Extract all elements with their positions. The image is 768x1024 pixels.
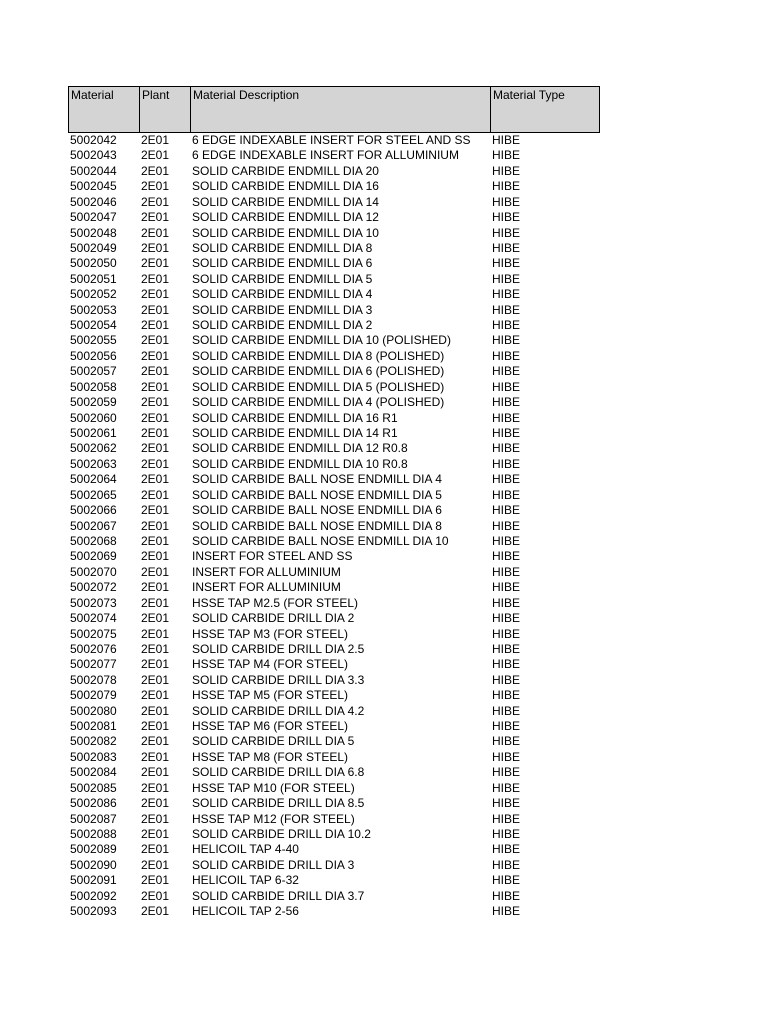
description-cell[interactable]: HSSE TAP M8 (FOR STEEL) xyxy=(192,749,349,764)
description-cell[interactable]: SOLID CARBIDE ENDMILL DIA 6 xyxy=(192,256,373,271)
description-cell[interactable]: HSSE TAP M3 (FOR STEEL) xyxy=(192,626,349,641)
plant-cell[interactable]: 2E01 xyxy=(141,318,170,333)
description-cell[interactable]: SOLID CARBIDE ENDMILL DIA 10 (POLISHED) xyxy=(192,333,451,348)
type-cell[interactable]: HIBE xyxy=(492,703,521,718)
description-cell[interactable]: SOLID CARBIDE ENDMILL DIA 10 xyxy=(192,225,379,240)
table-body xyxy=(68,133,600,920)
material-cell[interactable]: 5002074 xyxy=(70,611,117,626)
description-cell[interactable]: SOLID CARBIDE DRILL DIA 2 xyxy=(192,611,355,626)
table-header xyxy=(68,86,600,133)
plant-cell[interactable]: 2E01 xyxy=(141,287,170,302)
plant-cell[interactable]: 2E01 xyxy=(141,240,170,255)
type-cell[interactable]: HIBE xyxy=(492,595,521,610)
table-row[interactable] xyxy=(68,781,600,796)
description-cell[interactable]: HELICOIL TAP 2-56 xyxy=(192,904,299,919)
material-cell[interactable]: 5002042 xyxy=(70,133,117,147)
table-row[interactable] xyxy=(68,534,600,549)
plant-cell[interactable]: 2E01 xyxy=(141,348,170,363)
description-cell[interactable]: INSERT FOR STEEL AND SS xyxy=(192,549,353,564)
plant-cell[interactable]: 2E01 xyxy=(141,533,170,548)
description-cell[interactable]: SOLID CARBIDE ENDMILL DIA 16 xyxy=(192,179,379,194)
table-row[interactable] xyxy=(68,426,600,441)
table-row[interactable] xyxy=(68,380,600,395)
description-cell[interactable]: SOLID CARBIDE BALL NOSE ENDMILL DIA 8 xyxy=(192,518,442,533)
material-cell[interactable]: 5002052 xyxy=(70,287,117,302)
table-row[interactable] xyxy=(68,842,600,857)
table-row[interactable] xyxy=(68,364,600,379)
table-row[interactable] xyxy=(68,688,600,703)
table-row[interactable] xyxy=(68,657,600,672)
table-row[interactable] xyxy=(68,565,600,580)
plant-cell[interactable]: 2E01 xyxy=(141,518,170,533)
plant-cell[interactable]: 2E01 xyxy=(141,873,170,888)
type-cell[interactable]: HIBE xyxy=(492,749,521,764)
type-cell[interactable]: HIBE xyxy=(492,580,521,595)
plant-cell[interactable]: 2E01 xyxy=(141,133,170,147)
plant-cell[interactable]: 2E01 xyxy=(141,904,170,919)
material-cell[interactable]: 5002063 xyxy=(70,456,117,471)
type-cell[interactable]: HIBE xyxy=(492,503,521,518)
header-type[interactable]: Material Type xyxy=(493,88,565,102)
table-row[interactable] xyxy=(68,889,600,904)
material-cell[interactable]: 5002048 xyxy=(70,225,117,240)
table-row[interactable] xyxy=(68,441,600,456)
table-row[interactable] xyxy=(68,627,600,642)
description-cell[interactable]: SOLID CARBIDE DRILL DIA 6.8 xyxy=(192,765,365,780)
description-cell[interactable]: 6 EDGE INDEXABLE INSERT FOR STEEL AND SS xyxy=(192,133,471,147)
type-cell[interactable]: HIBE xyxy=(492,842,521,857)
type-cell[interactable]: HIBE xyxy=(492,333,521,348)
plant-cell[interactable]: 2E01 xyxy=(141,611,170,626)
table-row[interactable] xyxy=(68,611,600,626)
table-row[interactable] xyxy=(68,704,600,719)
material-cell[interactable]: 5002084 xyxy=(70,765,117,780)
plant-cell[interactable]: 2E01 xyxy=(141,688,170,703)
description-cell[interactable]: HSSE TAP M5 (FOR STEEL) xyxy=(192,688,349,703)
plant-cell[interactable]: 2E01 xyxy=(141,888,170,903)
description-cell[interactable]: SOLID CARBIDE ENDMILL DIA 4 (POLISHED) xyxy=(192,395,445,410)
type-cell[interactable]: HIBE xyxy=(492,240,521,255)
material-cell[interactable]: 5002091 xyxy=(70,873,117,888)
description-cell[interactable]: SOLID CARBIDE BALL NOSE ENDMILL DIA 4 xyxy=(192,472,442,487)
plant-cell[interactable]: 2E01 xyxy=(141,333,170,348)
plant-cell[interactable]: 2E01 xyxy=(141,225,170,240)
material-cell[interactable]: 5002046 xyxy=(70,194,117,209)
description-cell[interactable]: INSERT FOR ALLUMINIUM xyxy=(192,564,341,579)
plant-cell[interactable]: 2E01 xyxy=(141,472,170,487)
description-cell[interactable]: SOLID CARBIDE ENDMILL DIA 12 R0.8 xyxy=(192,441,408,456)
material-cell[interactable]: 5002043 xyxy=(70,148,117,163)
table-row[interactable] xyxy=(68,734,600,749)
description-cell[interactable]: HELICOIL TAP 4-40 xyxy=(192,842,299,857)
type-cell[interactable]: HIBE xyxy=(492,318,521,333)
type-cell[interactable]: HIBE xyxy=(492,410,521,425)
type-cell[interactable]: HIBE xyxy=(492,271,521,286)
type-cell[interactable]: HIBE xyxy=(492,719,521,734)
plant-cell[interactable]: 2E01 xyxy=(141,765,170,780)
plant-cell[interactable]: 2E01 xyxy=(141,441,170,456)
description-cell[interactable]: SOLID CARBIDE ENDMILL DIA 10 R0.8 xyxy=(192,456,408,471)
table-row[interactable] xyxy=(68,719,600,734)
header-description[interactable]: Material Description xyxy=(191,87,491,132)
material-cell[interactable]: 5002088 xyxy=(70,826,117,841)
plant-cell[interactable]: 2E01 xyxy=(141,210,170,225)
plant-cell[interactable]: 2E01 xyxy=(141,796,170,811)
description-cell[interactable]: SOLID CARBIDE ENDMILL DIA 5 xyxy=(192,271,373,286)
description-cell[interactable]: SOLID CARBIDE ENDMILL DIA 6 (POLISHED) xyxy=(192,364,445,379)
material-cell[interactable]: 5002065 xyxy=(70,487,117,502)
table-row[interactable] xyxy=(68,503,600,518)
material-cell[interactable]: 5002079 xyxy=(70,688,117,703)
material-cell[interactable]: 5002059 xyxy=(70,395,117,410)
table-row[interactable] xyxy=(68,411,600,426)
material-cell[interactable]: 5002045 xyxy=(70,179,117,194)
material-cell[interactable]: 5002062 xyxy=(70,441,117,456)
table-row[interactable] xyxy=(68,796,600,811)
material-cell[interactable]: 5002057 xyxy=(70,364,117,379)
type-cell[interactable]: HIBE xyxy=(492,564,521,579)
material-cell[interactable]: 5002085 xyxy=(70,780,117,795)
table-row[interactable] xyxy=(68,287,600,302)
plant-cell[interactable]: 2E01 xyxy=(141,580,170,595)
material-cell[interactable]: 5002086 xyxy=(70,796,117,811)
material-cell[interactable]: 5002077 xyxy=(70,657,117,672)
material-cell[interactable]: 5002066 xyxy=(70,503,117,518)
plant-cell[interactable]: 2E01 xyxy=(141,626,170,641)
table-row[interactable] xyxy=(68,148,600,163)
header-material[interactable]: Material xyxy=(69,87,140,132)
material-cell[interactable]: 5002051 xyxy=(70,271,117,286)
type-cell[interactable]: HIBE xyxy=(492,549,521,564)
plant-cell[interactable]: 2E01 xyxy=(141,179,170,194)
plant-cell[interactable]: 2E01 xyxy=(141,302,170,317)
plant-cell[interactable]: 2E01 xyxy=(141,857,170,872)
type-cell[interactable]: HIBE xyxy=(492,780,521,795)
description-cell[interactable]: SOLID CARBIDE DRILL DIA 3 xyxy=(192,857,355,872)
material-cell[interactable]: 5002064 xyxy=(70,472,117,487)
material-cell[interactable]: 5002061 xyxy=(70,426,117,441)
table-row[interactable] xyxy=(68,195,600,210)
plant-cell[interactable]: 2E01 xyxy=(141,271,170,286)
description-cell[interactable]: SOLID CARBIDE DRILL DIA 2.5 xyxy=(192,641,365,656)
table-row[interactable] xyxy=(68,133,600,148)
type-cell[interactable]: HIBE xyxy=(492,426,521,441)
table-row[interactable] xyxy=(68,333,600,348)
table-row[interactable] xyxy=(68,241,600,256)
material-cell[interactable]: 5002053 xyxy=(70,302,117,317)
plant-cell[interactable]: 2E01 xyxy=(141,734,170,749)
material-cell[interactable]: 5002087 xyxy=(70,811,117,826)
plant-cell[interactable]: 2E01 xyxy=(141,842,170,857)
table-row[interactable] xyxy=(68,580,600,595)
plant-cell[interactable]: 2E01 xyxy=(141,148,170,163)
type-cell[interactable]: HIBE xyxy=(492,626,521,641)
type-cell[interactable]: HIBE xyxy=(492,472,521,487)
type-cell[interactable]: HIBE xyxy=(492,364,521,379)
table-row[interactable] xyxy=(68,210,600,225)
table-row[interactable] xyxy=(68,549,600,564)
description-cell[interactable]: SOLID CARBIDE ENDMILL DIA 3 xyxy=(192,302,373,317)
type-cell[interactable]: HIBE xyxy=(492,796,521,811)
plant-cell[interactable]: 2E01 xyxy=(141,703,170,718)
table-row[interactable] xyxy=(68,765,600,780)
material-cell[interactable]: 5002090 xyxy=(70,857,117,872)
description-cell[interactable]: HELICOIL TAP 6-32 xyxy=(192,873,299,888)
type-cell[interactable]: HIBE xyxy=(492,518,521,533)
table-row[interactable] xyxy=(68,812,600,827)
type-cell[interactable]: HIBE xyxy=(492,826,521,841)
description-cell[interactable]: SOLID CARBIDE ENDMILL DIA 4 xyxy=(192,287,373,302)
description-cell[interactable]: SOLID CARBIDE DRILL DIA 8.5 xyxy=(192,796,365,811)
plant-cell[interactable]: 2E01 xyxy=(141,549,170,564)
table-row[interactable] xyxy=(68,827,600,842)
table-row[interactable] xyxy=(68,472,600,487)
material-cell[interactable]: 5002047 xyxy=(70,210,117,225)
table-row[interactable] xyxy=(68,858,600,873)
table-row[interactable] xyxy=(68,673,600,688)
description-cell[interactable]: HSSE TAP M10 (FOR STEEL) xyxy=(192,780,355,795)
table-row[interactable] xyxy=(68,873,600,888)
table-row[interactable] xyxy=(68,750,600,765)
type-cell[interactable]: HIBE xyxy=(492,672,521,687)
type-cell[interactable]: HIBE xyxy=(492,379,521,394)
description-cell[interactable]: 6 EDGE INDEXABLE INSERT FOR ALLUMINIUM xyxy=(192,148,459,163)
type-cell[interactable]: HIBE xyxy=(492,133,521,147)
type-cell[interactable]: HIBE xyxy=(492,302,521,317)
plant-cell[interactable]: 2E01 xyxy=(141,379,170,394)
plant-cell[interactable]: 2E01 xyxy=(141,719,170,734)
plant-cell[interactable]: 2E01 xyxy=(141,564,170,579)
table-row[interactable] xyxy=(68,272,600,287)
type-cell[interactable]: HIBE xyxy=(492,533,521,548)
header-plant[interactable]: Plant xyxy=(140,87,191,132)
material-cell[interactable]: 5002054 xyxy=(70,318,117,333)
type-cell[interactable]: HIBE xyxy=(492,348,521,363)
plant-cell[interactable]: 2E01 xyxy=(141,487,170,502)
plant-cell[interactable]: 2E01 xyxy=(141,780,170,795)
plant-cell[interactable]: 2E01 xyxy=(141,410,170,425)
material-cell[interactable]: 5002050 xyxy=(70,256,117,271)
material-cell[interactable]: 5002083 xyxy=(70,749,117,764)
type-cell[interactable]: HIBE xyxy=(492,395,521,410)
table-row[interactable] xyxy=(68,642,600,657)
table-row[interactable] xyxy=(68,226,600,241)
plant-cell[interactable]: 2E01 xyxy=(141,456,170,471)
table-row[interactable] xyxy=(68,256,600,271)
type-cell[interactable]: HIBE xyxy=(492,734,521,749)
table-row[interactable] xyxy=(68,519,600,534)
type-cell[interactable]: HIBE xyxy=(492,441,521,456)
table-row[interactable] xyxy=(68,904,600,919)
type-cell[interactable]: HIBE xyxy=(492,811,521,826)
description-cell[interactable]: SOLID CARBIDE ENDMILL DIA 5 (POLISHED) xyxy=(192,379,445,394)
plant-cell[interactable]: 2E01 xyxy=(141,595,170,610)
description-cell[interactable]: SOLID CARBIDE ENDMILL DIA 8 (POLISHED) xyxy=(192,348,445,363)
type-cell[interactable]: HIBE xyxy=(492,857,521,872)
description-cell[interactable]: SOLID CARBIDE ENDMILL DIA 16 R1 xyxy=(192,410,398,425)
type-cell[interactable]: HIBE xyxy=(492,179,521,194)
description-cell[interactable]: SOLID CARBIDE ENDMILL DIA 12 xyxy=(192,210,379,225)
plant-cell[interactable]: 2E01 xyxy=(141,641,170,656)
type-cell[interactable]: HIBE xyxy=(492,225,521,240)
type-cell[interactable]: HIBE xyxy=(492,256,521,271)
material-cell[interactable]: 5002080 xyxy=(70,703,117,718)
type-cell[interactable]: HIBE xyxy=(492,657,521,672)
description-cell[interactable]: HSSE TAP M4 (FOR STEEL) xyxy=(192,657,349,672)
type-cell[interactable]: HIBE xyxy=(492,904,521,919)
type-cell[interactable]: HIBE xyxy=(492,210,521,225)
type-cell[interactable]: HIBE xyxy=(492,873,521,888)
material-cell[interactable]: 5002089 xyxy=(70,842,117,857)
type-cell[interactable]: HIBE xyxy=(492,888,521,903)
type-cell[interactable]: HIBE xyxy=(492,163,521,178)
plant-cell[interactable]: 2E01 xyxy=(141,426,170,441)
description-cell[interactable]: HSSE TAP M12 (FOR STEEL) xyxy=(192,811,355,826)
material-cell[interactable]: 5002068 xyxy=(70,533,117,548)
table-row[interactable] xyxy=(68,164,600,179)
description-cell[interactable]: SOLID CARBIDE BALL NOSE ENDMILL DIA 10 xyxy=(192,533,449,548)
material-cell[interactable]: 5002055 xyxy=(70,333,117,348)
description-cell[interactable]: SOLID CARBIDE BALL NOSE ENDMILL DIA 6 xyxy=(192,503,442,518)
table-row[interactable] xyxy=(68,457,600,472)
table-row[interactable] xyxy=(68,596,600,611)
plant-cell[interactable]: 2E01 xyxy=(141,672,170,687)
material-cell[interactable]: 5002058 xyxy=(70,379,117,394)
table-row[interactable] xyxy=(68,349,600,364)
description-cell[interactable]: SOLID CARBIDE ENDMILL DIA 8 xyxy=(192,240,373,255)
description-cell[interactable]: SOLID CARBIDE ENDMILL DIA 2 xyxy=(192,318,373,333)
material-cell[interactable]: 5002093 xyxy=(70,904,117,919)
material-cell[interactable]: 5002070 xyxy=(70,564,117,579)
description-cell[interactable]: HSSE TAP M6 (FOR STEEL) xyxy=(192,719,349,734)
description-cell[interactable]: SOLID CARBIDE BALL NOSE ENDMILL DIA 5 xyxy=(192,487,442,502)
material-cell[interactable]: 5002082 xyxy=(70,734,117,749)
description-cell[interactable]: SOLID CARBIDE DRILL DIA 3.3 xyxy=(192,672,365,687)
description-cell[interactable]: HSSE TAP M2.5 (FOR STEEL) xyxy=(192,595,359,610)
table-row[interactable] xyxy=(68,179,600,194)
description-cell[interactable]: SOLID CARBIDE DRILL DIA 3.7 xyxy=(192,888,365,903)
material-cell[interactable]: 5002073 xyxy=(70,595,117,610)
material-cell[interactable]: 5002056 xyxy=(70,348,117,363)
material-cell[interactable]: 5002044 xyxy=(70,163,117,178)
material-cell[interactable]: 5002060 xyxy=(70,410,117,425)
type-cell[interactable]: HIBE xyxy=(492,148,521,163)
type-cell[interactable]: HIBE xyxy=(492,487,521,502)
material-cell[interactable]: 5002075 xyxy=(70,626,117,641)
material-cell[interactable]: 5002069 xyxy=(70,549,117,564)
type-cell[interactable]: HIBE xyxy=(492,611,521,626)
material-cell[interactable]: 5002067 xyxy=(70,518,117,533)
plant-cell[interactable]: 2E01 xyxy=(141,749,170,764)
plant-cell[interactable]: 2E01 xyxy=(141,395,170,410)
material-cell[interactable]: 5002076 xyxy=(70,641,117,656)
plant-cell[interactable]: 2E01 xyxy=(141,503,170,518)
description-cell[interactable]: SOLID CARBIDE ENDMILL DIA 20 xyxy=(192,163,379,178)
material-cell[interactable]: 5002078 xyxy=(70,672,117,687)
description-cell[interactable]: INSERT FOR ALLUMINIUM xyxy=(192,580,341,595)
type-cell[interactable]: HIBE xyxy=(492,456,521,471)
material-cell[interactable]: 5002072 xyxy=(70,580,117,595)
type-cell[interactable]: HIBE xyxy=(492,641,521,656)
description-cell[interactable]: SOLID CARBIDE DRILL DIA 5 xyxy=(192,734,355,749)
plant-cell[interactable]: 2E01 xyxy=(141,657,170,672)
description-cell[interactable]: SOLID CARBIDE ENDMILL DIA 14 R1 xyxy=(192,426,398,441)
plant-cell[interactable]: 2E01 xyxy=(141,364,170,379)
description-cell[interactable]: SOLID CARBIDE DRILL DIA 10.2 xyxy=(192,826,371,841)
type-cell[interactable]: HIBE xyxy=(492,194,521,209)
description-cell[interactable]: SOLID CARBIDE ENDMILL DIA 14 xyxy=(192,194,379,209)
table-row[interactable] xyxy=(68,395,600,410)
plant-cell[interactable]: 2E01 xyxy=(141,826,170,841)
plant-cell[interactable]: 2E01 xyxy=(141,163,170,178)
type-cell[interactable]: HIBE xyxy=(492,287,521,302)
plant-cell[interactable]: 2E01 xyxy=(141,811,170,826)
type-cell[interactable]: HIBE xyxy=(492,765,521,780)
material-cell[interactable]: 5002081 xyxy=(70,719,117,734)
type-cell[interactable]: HIBE xyxy=(492,688,521,703)
material-table xyxy=(68,86,600,920)
table-row[interactable] xyxy=(68,318,600,333)
description-cell[interactable]: SOLID CARBIDE DRILL DIA 4.2 xyxy=(192,703,365,718)
material-cell[interactable]: 5002049 xyxy=(70,240,117,255)
plant-cell[interactable]: 2E01 xyxy=(141,256,170,271)
plant-cell[interactable]: 2E01 xyxy=(141,194,170,209)
table-row[interactable] xyxy=(68,303,600,318)
material-cell[interactable]: 5002092 xyxy=(70,888,117,903)
table-row[interactable] xyxy=(68,488,600,503)
